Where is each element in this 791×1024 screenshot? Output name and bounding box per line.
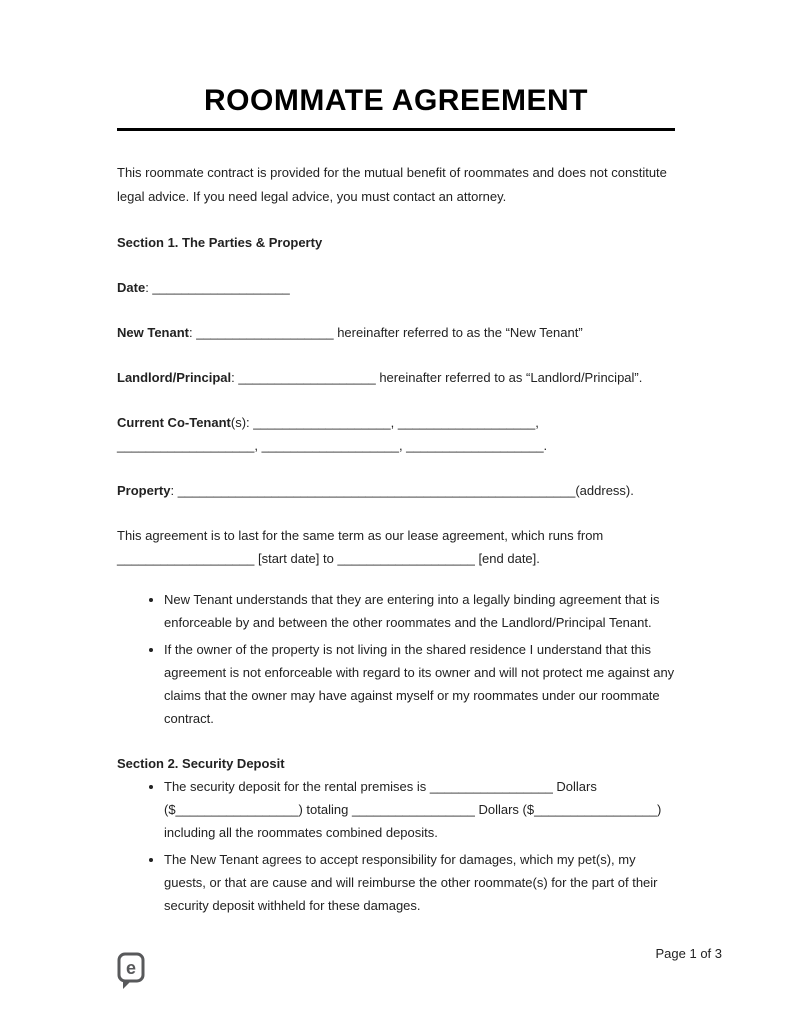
- landlord-line: [117, 366, 675, 389]
- title-rule: [117, 128, 675, 131]
- cotenant-blanks: (s): ___________________, ___________________, ___________________, ___________________, ___________________.: [117, 415, 548, 453]
- landlord-label: Landlord/Principal: [117, 370, 232, 385]
- cotenant-line: [117, 411, 675, 457]
- page-title: ROOMMATE AGREEMENT: [204, 84, 588, 117]
- date-label: Date: [117, 280, 146, 295]
- list-item: • The security deposit for the rental premises is _________________ Dollars ($_________________) totaling _________________ Dollars ($_________________) including all the roommates combined deposits.: [164, 775, 675, 844]
- date-blank: : ___________________: [145, 280, 290, 295]
- section2-bullets: [117, 775, 675, 917]
- list-item: • The New Tenant agrees to accept responsibility for damages, which my pet(s), my guests, or that are cause and will reimburse the other roommate(s) for the part of their security deposit withheld for these damages.: [164, 848, 675, 917]
- list-item: • New Tenant understands that they are entering into a legally binding agreement that is enforceable by and between the other roommates and the Landlord/Principal Tenant.: [164, 588, 675, 634]
- cotenant-label: Current Co-Tenant: [117, 415, 231, 430]
- eforms-logo-icon: [117, 952, 145, 990]
- property-line: [117, 479, 675, 502]
- intro-paragraph: This roommate contract is provided for the mutual benefit of roommates and does not constitute legal advice. If you need legal advice, you must contact an attorney.: [117, 165, 667, 204]
- section2-heading: Section 2. Security Deposit: [117, 756, 285, 771]
- landlord-blank: : ___________________ hereinafter referred to as “Landlord/Principal”.: [231, 370, 643, 385]
- document-content: [117, 0, 675, 917]
- section1-bullets: [117, 588, 675, 730]
- page-indicator: Page 1 of 3: [655, 946, 722, 961]
- new-tenant-line: [117, 321, 675, 344]
- eforms-logo-letter: e: [125, 958, 137, 978]
- property-blank: : _______________________________________________________(address).: [170, 483, 634, 498]
- term-paragraph: This agreement is to last for the same term as our lease agreement, which runs from ___________________ [start date] to ___________________ [end date].: [117, 528, 604, 566]
- section1-heading: Section 1. The Parties & Property: [117, 235, 323, 250]
- new-tenant-blank: : ___________________ hereinafter referred to as the “New Tenant”: [189, 325, 583, 340]
- eforms-logo: [117, 952, 145, 990]
- list-item: • If the owner of the property is not living in the shared residence I understand that this agreement is not enforceable with regard to its owner and will not protect me against any claims that the owner may have against myself or my roommates under our roommate contract.: [164, 638, 675, 730]
- new-tenant-label: New Tenant: [117, 325, 189, 340]
- date-line: [117, 276, 675, 299]
- property-label: Property: [117, 483, 171, 498]
